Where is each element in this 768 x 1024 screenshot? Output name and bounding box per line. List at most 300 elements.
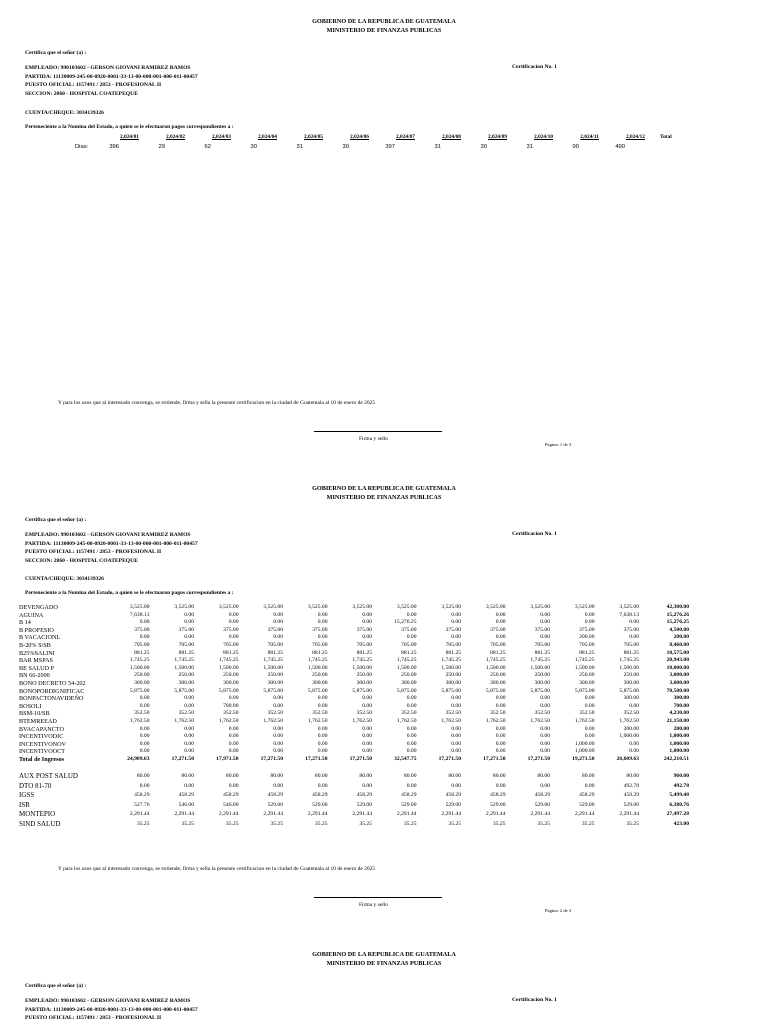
row-label: Total de Ingresos xyxy=(19,755,65,763)
cell-value: 458.29 xyxy=(312,792,328,799)
cell-value: 0.00 xyxy=(540,619,550,626)
cell-value: 881.25 xyxy=(579,649,595,656)
table-row xyxy=(19,650,689,658)
cell-value: 5,875.00 xyxy=(485,687,506,694)
row-label: INCENTIVOOCT xyxy=(19,748,66,756)
employee-block xyxy=(25,64,198,98)
cell-value: 0.00 xyxy=(228,619,239,626)
cell-value: 0.00 xyxy=(273,725,283,732)
seccion-line: SECCION: 2860 - HOSPITAL COATEPEQUE xyxy=(25,557,138,564)
cell-value: 458.29 xyxy=(623,792,639,799)
row-total: 70,500.00 xyxy=(666,687,689,694)
cell-value: 2,291.44 xyxy=(441,811,461,818)
cell-value: 529.00 xyxy=(579,801,595,808)
cell-value: 352.50 xyxy=(534,710,550,717)
cell-value: 352.50 xyxy=(134,710,150,717)
row-label: BTEMREEAD xyxy=(19,717,57,725)
row-label: B PROFESIO xyxy=(19,626,54,634)
cell-value: 546.00 xyxy=(223,801,239,808)
header-ministry: MINISTERIO DE FINANZAS PUBLICAS xyxy=(326,27,442,34)
cell-value: 250.00 xyxy=(356,672,372,679)
cell-value: 17,271.50 xyxy=(438,755,461,762)
cell-value: 881.25 xyxy=(267,649,283,656)
cell-value: 0.00 xyxy=(139,733,150,740)
table-row xyxy=(19,772,689,782)
cell-value: 3,525.00 xyxy=(263,604,283,610)
cell-value: 0.00 xyxy=(228,634,239,641)
cell-value: 0.00 xyxy=(629,619,639,626)
cell-value: 0.00 xyxy=(317,733,328,740)
cell-value: 250.00 xyxy=(267,672,283,679)
row-total: 4,500.00 xyxy=(669,626,689,633)
cell-value: 458.29 xyxy=(178,792,194,799)
cell-value: 0.00 xyxy=(317,634,328,641)
row-total: 1,000.00 xyxy=(669,748,689,755)
cell-value: 3,525.00 xyxy=(352,604,372,610)
cell-value: 0.00 xyxy=(184,702,194,709)
header-government: GOBIERNO DE LA REPUBLICA DE GUATEMALA xyxy=(312,18,456,25)
cell-value: 375.00 xyxy=(401,626,417,633)
cell-value: 1,762.50 xyxy=(263,717,283,724)
cell-value: 0.00 xyxy=(584,695,595,702)
cell-value: 1,500.00 xyxy=(129,664,150,671)
cell-value: 35.25 xyxy=(581,820,595,827)
cell-value: 80.00 xyxy=(314,773,328,779)
cell-value: 17,971.50 xyxy=(216,755,239,762)
cell-value: 0.00 xyxy=(495,725,506,732)
cell-value: 35.25 xyxy=(448,820,461,827)
cell-value: 250.00 xyxy=(223,672,239,679)
total-ingresos-row xyxy=(19,756,689,764)
cell-value: 0.00 xyxy=(584,782,595,789)
cell-value: 0.00 xyxy=(540,611,550,618)
partida-line: PARTIDA: 11130009-245-00-0920-0001-33-13-00-000-001-000-011-00457 xyxy=(25,73,198,80)
cell-value: 0.00 xyxy=(362,782,372,789)
cell-value: 881.25 xyxy=(401,649,417,656)
cell-value: 0.00 xyxy=(451,702,461,709)
cell-value: 80.00 xyxy=(448,773,461,779)
cell-value: 352.50 xyxy=(579,710,595,717)
cell-value: 250.00 xyxy=(312,672,328,679)
cell-value: 250.00 xyxy=(623,672,639,679)
partida-line: PARTIDA: 11130009-245-00-0920-0001-33-13-00-000-001-000-011-00457 xyxy=(25,540,198,547)
row-total: 423.00 xyxy=(673,820,689,827)
puesto-line: PUESTO OFICIAL: 1157491 / 2853 - PROFESIONAL II xyxy=(25,549,162,556)
row-label: BONOPORDIGNIFICAC xyxy=(19,687,85,695)
cell-value: 0.00 xyxy=(540,733,550,740)
cell-value: 375.00 xyxy=(134,626,150,633)
cell-value: 1,762.50 xyxy=(619,717,639,724)
cell-value: 352.50 xyxy=(490,710,506,717)
cell-value: 0.00 xyxy=(629,748,639,755)
cell-value: 352.50 xyxy=(178,710,194,717)
dias-value: 90 xyxy=(572,144,579,150)
cell-value: 0.00 xyxy=(362,611,372,618)
cell-value: 352.50 xyxy=(312,710,328,717)
cell-value: 0.00 xyxy=(584,733,595,740)
cell-value: 1,745.25 xyxy=(574,657,595,664)
row-label: MONTEPIO xyxy=(19,810,56,819)
signature-line xyxy=(314,897,442,898)
cell-value: 529.00 xyxy=(445,801,461,808)
signature-line xyxy=(314,431,442,432)
table-row xyxy=(19,810,689,820)
cell-value: 0.00 xyxy=(495,611,506,618)
certifica-text: Certifica que el señor (a) : xyxy=(25,983,87,989)
cell-value: 700.00 xyxy=(223,702,239,709)
cell-value: 250.00 xyxy=(490,672,506,679)
dias-value: 62 xyxy=(204,144,211,150)
row-total: 18,000.00 xyxy=(666,664,689,671)
cell-value: 15,276.25 xyxy=(394,619,417,626)
cell-value: 0.00 xyxy=(540,702,550,709)
cell-value: 35.25 xyxy=(225,820,239,827)
cell-value: 881.25 xyxy=(223,649,239,656)
cell-value: 0.00 xyxy=(184,611,194,618)
header-ministry: MINISTERIO DE FINANZAS PUBLICAS xyxy=(326,960,442,967)
cell-value: 0.00 xyxy=(273,733,283,740)
cell-value: 3,525.00 xyxy=(441,604,461,610)
cell-value: 705.00 xyxy=(623,641,639,648)
cell-value: 1,745.25 xyxy=(485,657,506,664)
cell-value: 80.00 xyxy=(136,773,150,779)
cell-value: 0.00 xyxy=(317,611,328,618)
cell-value: 705.00 xyxy=(178,641,194,648)
row-label: B-20% S/SB xyxy=(19,641,51,649)
table-row xyxy=(19,801,689,811)
cell-value: 1,762.50 xyxy=(485,717,506,724)
cell-value: 7,638.13 xyxy=(619,611,639,618)
cell-value: 1,745.25 xyxy=(441,657,461,664)
row-total: 21,150.00 xyxy=(666,717,689,724)
cell-value: 1,000.00 xyxy=(574,748,595,755)
cell-value: 1,762.50 xyxy=(129,717,150,724)
row-label: B 14 xyxy=(19,619,31,627)
total-header: Total xyxy=(660,134,672,140)
month-header: 2,024/02 xyxy=(165,134,185,140)
cell-value: 1,745.25 xyxy=(530,657,550,664)
header-government: GOBIERNO DE LA REPUBLICA DE GUATEMALA xyxy=(312,951,456,958)
cell-value: 35.25 xyxy=(314,820,328,827)
cell-value: 32,547.75 xyxy=(394,755,417,762)
cell-value: 0.00 xyxy=(228,725,239,732)
firma-label: Firma y sello xyxy=(359,436,389,442)
cell-value: 0.00 xyxy=(362,733,372,740)
cell-value: 0.00 xyxy=(362,619,372,626)
cell-value: 0.00 xyxy=(139,782,150,789)
table-row xyxy=(19,791,689,801)
row-label: IGSS xyxy=(19,791,35,800)
dias-value: 490 xyxy=(615,144,625,150)
cell-value: 352.50 xyxy=(267,710,283,717)
cell-value: 0.00 xyxy=(584,702,595,709)
row-total: 3,000.00 xyxy=(669,672,689,679)
table-row xyxy=(19,748,689,756)
page-number: Pagina: 2 de 3 xyxy=(545,908,572,913)
dias-label: Dias: xyxy=(75,144,89,150)
row-label: INCENTIVODIC xyxy=(19,733,64,741)
cell-value: 0.00 xyxy=(495,634,506,641)
cell-value: 35.25 xyxy=(403,820,417,827)
row-total: 3,600.00 xyxy=(669,679,689,686)
cell-value: 2,291.44 xyxy=(485,811,506,818)
cell-value: 0.00 xyxy=(184,748,194,755)
cell-value: 2,291.44 xyxy=(174,811,194,818)
cell-value: 0.00 xyxy=(228,782,239,789)
cell-value: 200.00 xyxy=(623,725,639,732)
cell-value: 0.00 xyxy=(451,733,461,740)
cell-value: 1,500.00 xyxy=(485,664,506,671)
dias-value: 30 xyxy=(480,144,487,150)
cell-value: 1,762.50 xyxy=(396,717,417,724)
month-header: 2,024/12 xyxy=(625,134,645,140)
row-label: DEVENGADO xyxy=(19,604,58,611)
cell-value: 0.00 xyxy=(495,782,506,789)
cell-value: 5,875.00 xyxy=(619,687,639,694)
cell-value: 3,525.00 xyxy=(485,604,506,610)
cell-value: 352.50 xyxy=(223,710,239,717)
cell-value: 300.00 xyxy=(356,679,372,686)
cell-value: 0.00 xyxy=(451,740,461,747)
cell-value: 0.00 xyxy=(362,748,372,755)
row-total: 700.00 xyxy=(673,702,689,709)
deductions-table xyxy=(19,772,689,830)
cell-value: 0.00 xyxy=(495,702,506,709)
cell-value: 3,525.00 xyxy=(619,604,639,610)
cell-value: 300.00 xyxy=(623,679,639,686)
cell-value: 300.00 xyxy=(623,695,639,702)
cell-value: 300.00 xyxy=(312,679,328,686)
cell-value: 35.25 xyxy=(270,820,283,827)
cell-value: 529.00 xyxy=(623,801,639,808)
table-row xyxy=(19,703,689,711)
row-label: BN 66-2000 xyxy=(19,672,50,680)
cell-value: 1,762.50 xyxy=(441,717,461,724)
cell-value: 1,762.50 xyxy=(574,717,595,724)
puesto-line: PUESTO OFICIAL: 1157491 / 2853 - PROFESIONAL II xyxy=(25,82,162,89)
cell-value: 250.00 xyxy=(178,672,194,679)
dias-value: 396 xyxy=(109,144,119,150)
cell-value: 300.00 xyxy=(134,679,150,686)
row-label: BONO DECRETO 54-202 xyxy=(19,679,86,687)
table-row xyxy=(19,657,689,665)
cell-value: 0.00 xyxy=(228,695,239,702)
cell-value: 1,762.50 xyxy=(530,717,550,724)
empleado-line: EMPLEADO: 990103602 - GERSON GIOVANI RAMIREZ RAMOS xyxy=(25,998,191,1004)
row-label: BAR MSPAS xyxy=(19,657,53,665)
cell-value: 17,271.50 xyxy=(483,755,506,762)
row-label: ISR xyxy=(19,800,30,809)
dias-value: 31 xyxy=(526,144,533,150)
month-header: 2,024/06 xyxy=(349,134,369,140)
row-total: 15,276.25 xyxy=(666,619,689,626)
partida-line: PARTIDA: 11130009-245-00-0920-0001-33-13-00-000-001-000-011-00457 xyxy=(25,1006,198,1013)
cell-value: 0.00 xyxy=(584,611,595,618)
cell-value: 1,000.00 xyxy=(619,733,639,740)
cell-value: 3,525.00 xyxy=(396,604,417,610)
cell-value: 5,875.00 xyxy=(218,687,239,694)
month-header: 2,024/04 xyxy=(257,134,277,140)
table-row xyxy=(19,604,689,612)
cell-value: 0.00 xyxy=(273,748,283,755)
cell-value: 458.29 xyxy=(490,792,506,799)
cell-value: 19,271.50 xyxy=(572,755,595,762)
cell-value: 80.00 xyxy=(537,773,550,779)
table-row xyxy=(19,672,689,680)
dias-value: 30 xyxy=(342,144,349,150)
row-total: 1,000.00 xyxy=(669,740,689,747)
cell-value: 458.29 xyxy=(445,792,461,799)
cell-value: 300.00 xyxy=(445,679,461,686)
cell-value: 375.00 xyxy=(445,626,461,633)
cell-value: 0.00 xyxy=(139,695,150,702)
cell-value: 250.00 xyxy=(445,672,461,679)
cell-value: 250.00 xyxy=(134,672,150,679)
cell-value: 529.00 xyxy=(356,801,372,808)
cell-value: 2,291.44 xyxy=(218,811,239,818)
cell-value: 0.00 xyxy=(540,634,550,641)
cell-value: 35.25 xyxy=(136,820,150,827)
cell-value: 529.00 xyxy=(312,801,328,808)
row-total: 15,276.26 xyxy=(666,611,689,618)
cell-value: 0.00 xyxy=(584,619,595,626)
cell-value: 0.00 xyxy=(273,619,283,626)
cell-value: 80.00 xyxy=(492,773,506,779)
cell-value: 0.00 xyxy=(406,725,417,732)
cell-value: 17,271.50 xyxy=(349,755,372,762)
cell-value: 0.00 xyxy=(273,695,283,702)
perteneciente-text: Perteneciente a la Nomina del Estado, a quien se le efectuaron pagos correspondientes a : xyxy=(25,590,234,596)
cell-value: 881.25 xyxy=(178,649,194,656)
cell-value: 0.00 xyxy=(451,619,461,626)
cell-value: 0.00 xyxy=(629,740,639,747)
cell-value: 1,500.00 xyxy=(263,664,283,671)
cell-value: 0.00 xyxy=(317,740,328,747)
table-row xyxy=(19,718,689,726)
cell-value: 3,525.00 xyxy=(307,604,328,610)
month-header: 2,024/08 xyxy=(441,134,461,140)
row-label: INCENTIVONOV xyxy=(19,740,67,748)
cell-value: 17,271.50 xyxy=(527,755,550,762)
row-total: 8,460.00 xyxy=(669,641,689,648)
seccion-line: SECCION: 2860 - HOSPITAL COATEPEQUE xyxy=(25,90,138,97)
cell-value: 80.00 xyxy=(225,773,239,779)
row-label: AGUINA xyxy=(19,611,44,619)
cell-value: 35.25 xyxy=(537,820,550,827)
cell-value: 17,271.50 xyxy=(260,755,283,762)
cell-value: 1,762.50 xyxy=(307,717,328,724)
month-header: 2,024/09 xyxy=(487,134,507,140)
cell-value: 375.00 xyxy=(356,626,372,633)
cell-value: 1,745.25 xyxy=(129,657,150,664)
cell-value: 0.00 xyxy=(228,740,239,747)
cell-value: 705.00 xyxy=(490,641,506,648)
employee-block xyxy=(25,997,198,1023)
row-total: 10,575.00 xyxy=(666,649,689,656)
cell-value: 705.00 xyxy=(445,641,461,648)
cell-value: 0.00 xyxy=(184,725,194,732)
table-row xyxy=(19,741,689,749)
table-row xyxy=(19,680,689,688)
cell-value: 35.25 xyxy=(359,820,372,827)
table-row xyxy=(19,665,689,673)
cell-value: 0.00 xyxy=(406,611,417,618)
cell-value: 0.00 xyxy=(273,740,283,747)
table-row xyxy=(19,710,689,718)
table-row xyxy=(19,619,689,627)
cell-value: 0.00 xyxy=(451,782,461,789)
cell-value: 0.00 xyxy=(184,634,194,641)
cell-value: 705.00 xyxy=(267,641,283,648)
cell-value: 0.00 xyxy=(495,733,506,740)
cell-value: 1,745.25 xyxy=(619,657,639,664)
cell-value: 705.00 xyxy=(401,641,417,648)
cell-value: 300.00 xyxy=(267,679,283,686)
cell-value: 0.00 xyxy=(228,733,239,740)
cell-value: 300.00 xyxy=(534,679,550,686)
month-header: 2,024/05 xyxy=(303,134,323,140)
cell-value: 1,500.00 xyxy=(530,664,550,671)
cell-value: 80.00 xyxy=(270,773,283,779)
cell-value: 375.00 xyxy=(579,626,595,633)
month-header: 2,024/07 xyxy=(395,134,415,140)
cell-value: 0.00 xyxy=(451,725,461,732)
cell-value: 35.25 xyxy=(626,820,639,827)
cell-value: 0.00 xyxy=(317,619,328,626)
cell-value: 2,291.44 xyxy=(307,811,328,818)
months-dias-table xyxy=(75,134,683,154)
table-row xyxy=(19,820,689,830)
cell-value: 300.00 xyxy=(178,679,194,686)
cell-value: 375.00 xyxy=(312,626,328,633)
cell-value: 0.00 xyxy=(540,748,550,755)
cell-value: 0.00 xyxy=(184,740,194,747)
cell-value: 3,525.00 xyxy=(129,604,150,610)
cell-value: 375.00 xyxy=(267,626,283,633)
cell-value: 0.00 xyxy=(629,702,639,709)
cell-value: 0.00 xyxy=(139,702,150,709)
cell-value: 0.00 xyxy=(495,619,506,626)
cell-value: 300.00 xyxy=(579,679,595,686)
cell-value: 0.00 xyxy=(139,748,150,755)
row-label: AUX POST SALUD xyxy=(19,772,78,780)
month-header: 2,024/03 xyxy=(211,134,231,140)
table-row xyxy=(19,688,689,696)
cell-value: 5,875.00 xyxy=(307,687,328,694)
cell-value: 375.00 xyxy=(623,626,639,633)
row-total: 300.00 xyxy=(673,695,689,702)
cell-value: 529.00 xyxy=(534,801,550,808)
cell-value: 705.00 xyxy=(534,641,550,648)
cell-value: 80.00 xyxy=(359,773,372,779)
cell-value: 0.00 xyxy=(273,611,283,618)
row-total: 1,000.00 xyxy=(669,733,689,740)
row-label: BONPACTONAVIDEÑO xyxy=(19,695,84,703)
cell-value: 5,875.00 xyxy=(352,687,372,694)
cell-value: 1,745.25 xyxy=(174,657,194,664)
cell-value: 26,609.63 xyxy=(616,755,639,762)
cell-value: 0.00 xyxy=(184,733,194,740)
cell-value: 0.00 xyxy=(540,782,550,789)
cell-value: 200.00 xyxy=(579,634,595,641)
cell-value: 0.00 xyxy=(184,782,194,789)
cell-value: 1,762.50 xyxy=(174,717,194,724)
cell-value: 80.00 xyxy=(626,773,639,779)
cell-value: 0.00 xyxy=(139,740,150,747)
cell-value: 0.00 xyxy=(451,748,461,755)
cell-value: 0.00 xyxy=(317,748,328,755)
cell-value: 352.50 xyxy=(623,710,639,717)
